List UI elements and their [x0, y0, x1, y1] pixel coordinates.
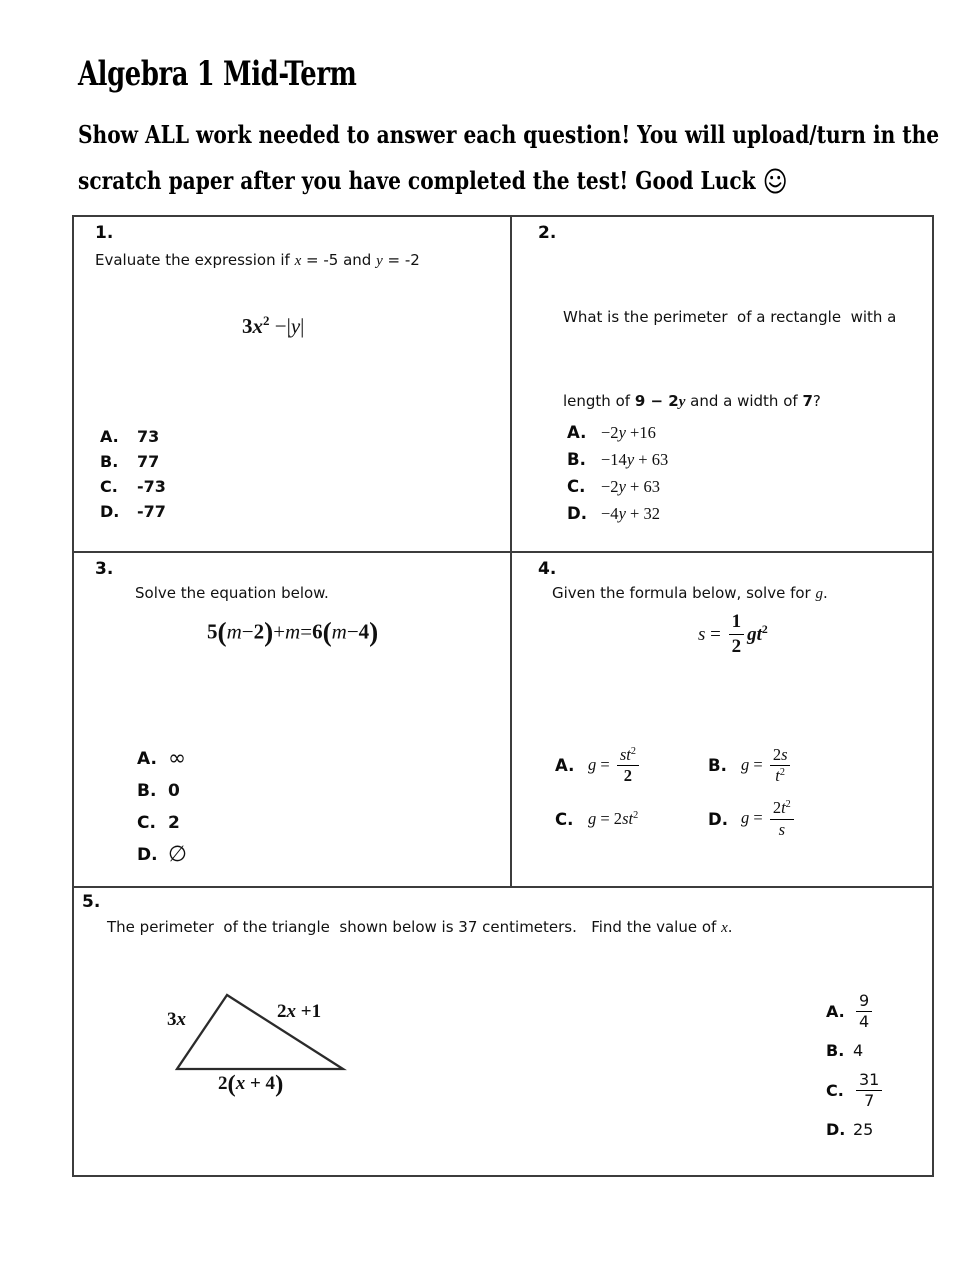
instructions-line-1: Show ALL work needed to answer each question! You will upload/turn in the: [78, 120, 940, 149]
option-letter: D.: [137, 845, 158, 865]
option-value: −14y + 63: [601, 449, 669, 469]
option-letter: D.: [708, 809, 728, 829]
option-value: g = $\frac{2s}{t^2}$: [741, 746, 793, 785]
option-value: −2y + 63: [601, 476, 660, 496]
option-letter: C.: [567, 477, 586, 496]
option-letter: D.: [567, 504, 587, 523]
option-value: 77: [137, 452, 160, 471]
option-letter: B.: [137, 781, 157, 801]
option-letter: A.: [100, 427, 119, 446]
option-value: $\frac{9}{4}$: [853, 992, 875, 1030]
triangle-side-bottom-label: 2(x + 4): [218, 1070, 284, 1098]
question-3-equation: 5(m−2)+m=6(m−4): [207, 617, 379, 647]
option-letter: C.: [826, 1080, 844, 1100]
option-letter: C.: [555, 809, 574, 829]
option-value: g = $\frac{2t^2}{s}$: [741, 799, 797, 838]
question-1-prompt: Evaluate the expression if x = -5 and y = -2: [95, 251, 420, 269]
option-value: ∅: [168, 842, 187, 867]
option-letter: C.: [137, 813, 156, 833]
question-4-prompt: Given the formula below, solve for g.: [552, 584, 828, 602]
question-3-option-d: [137, 839, 187, 871]
question-1-option-c: [100, 474, 166, 499]
option-value: −4y + 32: [601, 503, 660, 523]
question-5: [74, 888, 932, 1175]
question-4-option-b: [708, 746, 797, 785]
option-value: g = $\frac{st^2}{2}$: [588, 746, 642, 785]
question-4-option-c: [555, 809, 708, 829]
question-2-prompt-line-2: length of 9 − 2y and a width of 7?: [563, 392, 821, 410]
option-letter: A.: [567, 423, 587, 442]
option-value: 73: [137, 427, 160, 446]
question-3: [74, 553, 512, 888]
option-value: ∞: [168, 746, 187, 771]
question-5-option-c: [826, 1071, 885, 1109]
question-4-option-d: [708, 799, 797, 838]
option-letter: D.: [826, 1120, 846, 1140]
question-3-option-c: [137, 807, 187, 839]
question-2-options: [567, 419, 668, 527]
option-value: 0: [168, 781, 180, 801]
option-value: -77: [137, 502, 166, 521]
question-4-option-a: [555, 746, 708, 785]
option-value: −2y +16: [601, 422, 656, 442]
question-table: [72, 215, 934, 1177]
option-letter: B.: [567, 450, 586, 469]
question-1-option-d: [100, 499, 166, 524]
question-1-number: 1.: [95, 223, 114, 243]
question-1-option-b: [100, 449, 166, 474]
question-4: [512, 553, 932, 888]
question-5-option-b: [826, 1041, 885, 1060]
option-letter: B.: [100, 452, 119, 471]
option-value: -73: [137, 477, 166, 496]
option-value: 4: [853, 1041, 864, 1061]
option-letter: A.: [137, 749, 157, 769]
option-letter: B.: [826, 1041, 845, 1061]
question-3-prompt: Solve the equation below.: [135, 584, 329, 602]
question-1: [74, 217, 512, 553]
option-value: 2: [168, 813, 180, 833]
option-letter: D.: [100, 502, 120, 521]
question-5-options: [826, 992, 885, 1139]
option-letter: A.: [826, 1001, 845, 1021]
option-letter: A.: [555, 756, 575, 776]
question-5-prompt: The perimeter of the triangle shown below is 37 centimeters. Find the value of x.: [107, 918, 733, 936]
option-letter: C.: [100, 477, 118, 496]
question-5-option-d: [826, 1120, 885, 1139]
question-3-option-a: [137, 743, 187, 775]
question-4-formula: s = $\frac{1}{2}$ $gt^2$: [698, 611, 768, 657]
question-5-option-a: [826, 992, 885, 1030]
question-1-option-a: [100, 424, 166, 449]
option-letter: B.: [708, 756, 727, 776]
question-2-option-d: [567, 500, 668, 527]
instructions: [78, 112, 979, 204]
instructions-line-2-text: scratch paper after you have completed the test! Good Luck: [78, 166, 756, 195]
instructions-line-2: [78, 158, 939, 204]
question-2-option-c: [567, 473, 668, 500]
option-value: 25: [853, 1120, 874, 1140]
smiley-face-icon: [763, 167, 787, 195]
page-title: Algebra 1 Mid-Term: [78, 54, 357, 94]
question-4-options: [555, 746, 797, 839]
question-2-number: 2.: [538, 223, 557, 243]
question-2-option-b: [567, 446, 668, 473]
question-5-number: 5.: [82, 892, 101, 912]
question-2-option-a: [567, 419, 668, 446]
question-2: [512, 217, 932, 553]
triangle-side-right-label: 2x +1: [277, 1001, 322, 1022]
option-value: $g = 2st^2$: [588, 809, 639, 829]
triangle-side-left-label: 3x: [167, 1009, 186, 1030]
question-3-options: [137, 743, 187, 871]
option-value: $\frac{31}{7}$: [853, 1071, 885, 1109]
question-3-number: 3.: [95, 559, 114, 579]
question-4-number: 4.: [538, 559, 557, 579]
question-2-prompt-line-1: What is the perimeter of a rectangle with a: [563, 308, 897, 326]
question-3-option-b: [137, 775, 187, 807]
question-1-options: [100, 424, 166, 524]
question-1-expression: $3x^2 -|y|$: [242, 313, 305, 338]
